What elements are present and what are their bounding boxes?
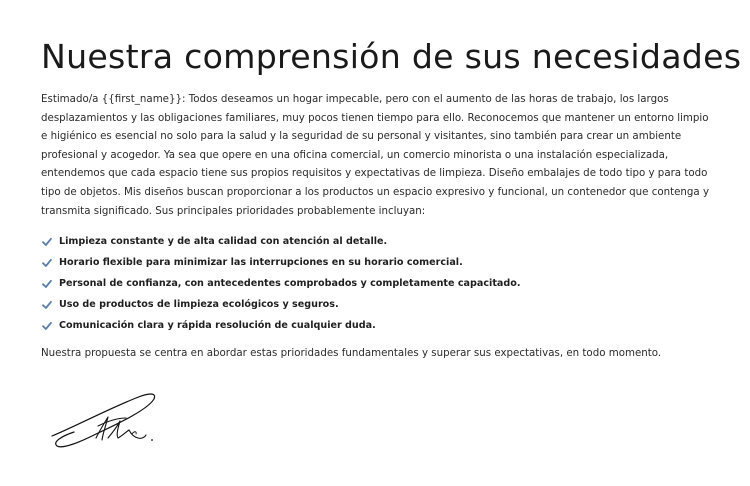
document-page bbox=[41, 30, 742, 362]
list-item-label: Horario flexible para minimizar las interrupciones en su horario comercial. bbox=[59, 257, 463, 269]
check-icon bbox=[42, 300, 52, 310]
list-item bbox=[41, 231, 711, 252]
list-item-label: Uso de productos de limpieza ecológicos y seguros. bbox=[59, 299, 339, 311]
priorities-list bbox=[41, 231, 711, 336]
list-item-label: Comunicación clara y rápida resolución de cualquier duda. bbox=[59, 320, 376, 332]
check-icon bbox=[42, 279, 52, 289]
list-item-label: Limpieza constante y de alta calidad con atención al detalle. bbox=[59, 236, 388, 248]
intro-paragraph: Estimado/a {{first_name}}: Todos deseamos un hogar impecable, pero con el aumento de las horas de trabajo, los largos desplazamientos y las obligaciones familiares, muy pocos tienen tiempo para ello. Reconocemos que mantener un entorno limpio e higiénico es esencial no solo para la salud y la seguridad de su personal y visitantes, sino también para crear un ambiente profesional y acogedor. Ya sea que opere en una oficina comercial, un comercio minorista o una instalación especializada, entendemos que cada espacio tiene sus propios requisitos y expectativas de limpieza. Diseño embalajes de todo tipo y para todo tipo de objetos. Mis diseños buscan proporcionar a los productos un espacio expresivo y funcional, un contenedor que contenga y transmita significado. Sus principales prioridades probablemente incluyan: bbox=[41, 93, 710, 217]
list-item bbox=[41, 252, 711, 273]
check-icon bbox=[42, 258, 52, 268]
list-item bbox=[41, 294, 711, 315]
list-item bbox=[41, 315, 711, 336]
list-item bbox=[41, 273, 711, 294]
closing-paragraph: Nuestra propuesta se centra en abordar estas prioridades fundamentales y superar sus expectativas, en todo momento. bbox=[41, 347, 662, 360]
check-icon bbox=[42, 237, 52, 247]
list-item-label: Personal de confianza, con antecedentes comprobados y completamente capacitado. bbox=[59, 278, 521, 290]
page-title: Nuestra comprensión de sus necesidades bbox=[41, 37, 742, 76]
signature-image bbox=[48, 390, 163, 452]
check-icon bbox=[42, 321, 52, 331]
